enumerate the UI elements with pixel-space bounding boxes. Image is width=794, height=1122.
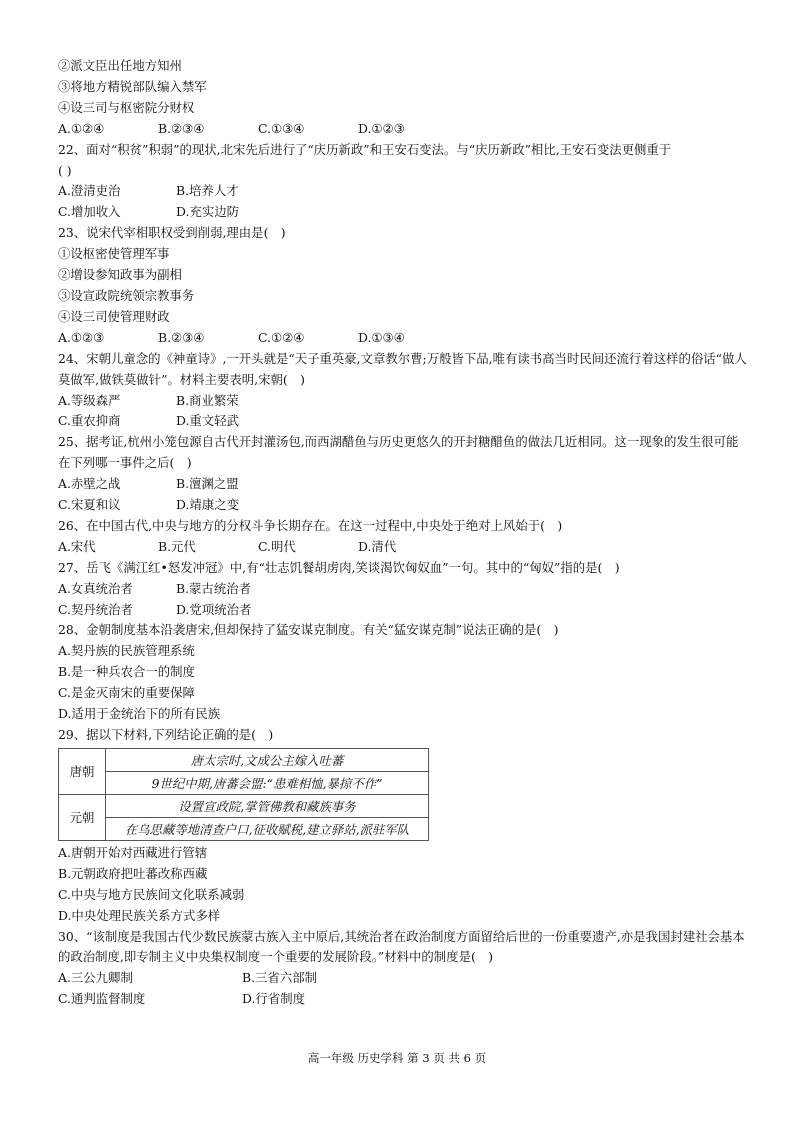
option-d: D.①③④: [358, 329, 405, 345]
table-row: [59, 794, 429, 817]
q28-stem: 28、金朝制度基本沿袭唐宋,但却保持了猛安谋克制度。有关“猛安谋克制”说法正确的是( ): [58, 622, 559, 638]
q28-option-d: D.适用于金统治下的所有民族: [58, 706, 221, 722]
q29-material-table: [58, 748, 429, 841]
option-b: B.②③④: [158, 329, 205, 345]
option-c: C.①③④: [258, 120, 305, 136]
option-c: C.通判监督制度: [58, 991, 146, 1007]
q23-item-3: ③设宣政院统领宗教事务: [58, 287, 195, 303]
event-cell: 9世纪中期,唐蕃会盟:“患难相恤,暴掠不作”: [106, 771, 429, 794]
q21-item-3: ③将地方精锐部队编入禁军: [58, 78, 207, 94]
option-b: B.澶渊之盟: [176, 476, 239, 492]
table-row: [59, 748, 429, 771]
option-b: B.三省六部制: [242, 970, 317, 986]
q24-options-row2: [58, 411, 748, 432]
q23-stem: 23、说宋代宰相职权受到削弱,理由是( ): [58, 225, 286, 241]
option-b: B.蒙古统治者: [176, 580, 251, 596]
q21-item-4: ④设三司与枢密院分财权: [58, 99, 195, 115]
q22-options-row1: [58, 181, 748, 202]
exam-page: [58, 56, 748, 1010]
q29-stem: 29、据以下材料,下列结论正确的是( ): [58, 727, 274, 742]
q21-item-2: ②派文臣出任地方知州: [58, 58, 182, 73]
option-c: C.增加收入: [58, 204, 121, 220]
q25-options-row2: [58, 495, 748, 516]
q28-option-b: B.是一种兵农合一的制度: [58, 664, 195, 680]
q25-stem: 25、据考证,杭州小笼包源自古代开封灌汤包,而西湖醋鱼与历史更悠久的开封糖醋鱼的做法几近相同。这一现象的发生很可能在下列哪一事件之后( ): [58, 434, 739, 471]
q23-item-2: ②增设参知政事为副相: [58, 267, 182, 283]
q23-item-4: ④设三司使管理财政: [58, 308, 170, 324]
q23-item-1: ①设枢密使管理军事: [58, 246, 170, 262]
option-b: B.商业繁荣: [176, 392, 239, 408]
q30-options-row1: [58, 968, 748, 989]
option-d: D.党项统治者: [176, 601, 252, 617]
option-b: B.②③④: [158, 120, 205, 136]
q27-options-row2: [58, 600, 748, 621]
option-a: A.澄清吏治: [58, 183, 121, 199]
q26-options: [58, 537, 748, 558]
q29-option-c: C.中央与地方民族间文化联系减弱: [58, 886, 245, 902]
event-cell: 唐太宗时,文成公主嫁入吐蕃: [106, 748, 429, 771]
era-cell: 唐朝: [59, 748, 106, 794]
q27-options-row1: [58, 579, 748, 600]
q30-stem: 30、“该制度是我国古代少数民族蒙古族入主中原后,其统治者在政治制度方面留给后世的一份重要遗产,亦是我国封建社会基本的政治制度,即专制主义中央集权制度一个重要的发展阶段。”材料中的制度是( ): [58, 928, 745, 965]
option-c: C.重农抑商: [58, 413, 121, 429]
q22-paren: ( ): [58, 162, 72, 178]
option-b: B.元代: [158, 538, 196, 554]
q22-options-row2: [58, 202, 748, 223]
q24-stem: 24、宋朝儿童念的《神童诗》,一开头就是“天子重英豪,文章教尔曹;万般皆下品,唯有读书高当时民间还流行着这样的俗话“做人莫做军,做铁莫做针”。材料主要表明,宋朝( ): [58, 350, 747, 387]
q23-options: [58, 328, 748, 349]
option-a: A.宋代: [58, 538, 96, 554]
option-b: B.培养人才: [176, 183, 239, 199]
q29-option-d: D.中央处理民族关系方式多样: [58, 907, 221, 923]
option-d: D.行省制度: [242, 991, 305, 1007]
event-cell: 设置宣政院,掌管佛教和藏族事务: [106, 794, 429, 817]
event-cell: 在乌思藏等地清查户口,征收赋税,建立驿站,派驻军队: [106, 817, 429, 840]
q27-stem: 27、岳飞《满江红•怒发冲冠》中,有“壮志饥餐胡虏肉,笑谈渴饮匈奴血”一句。其中的“匈奴”指的是( ): [58, 559, 620, 575]
option-a: A.等级森严: [58, 392, 121, 408]
option-a: A.三公九卿制: [58, 970, 133, 986]
q28-option-c: C.是金灭南宋的重要保障: [58, 685, 195, 701]
q21-options: [58, 119, 748, 140]
option-d: D.重文轻武: [176, 413, 239, 429]
option-d: D.①②③: [358, 120, 405, 136]
option-c: C.明代: [258, 538, 296, 554]
option-a: A.①②④: [58, 120, 105, 136]
q30-options-row2: [58, 989, 748, 1010]
option-d: D.清代: [358, 538, 397, 554]
option-d: D.充实边防: [176, 204, 239, 220]
table-row: [59, 771, 429, 794]
option-a: A.女真统治者: [58, 580, 133, 596]
q29-option-b: B.元朝政府把吐蕃改称西藏: [58, 865, 208, 881]
option-c: C.宋夏和议: [58, 497, 121, 513]
q24-options-row1: [58, 391, 748, 412]
option-c: C.①②④: [258, 329, 305, 345]
option-a: A.赤壁之战: [58, 476, 121, 492]
option-d: D.靖康之变: [176, 497, 239, 513]
option-a: A.①②③: [58, 329, 105, 345]
page-footer: 高一年级 历史学科 第 3 页 共 6 页: [307, 1051, 487, 1065]
q28-option-a: A.契丹族的民族管理系统: [58, 643, 195, 659]
option-c: C.契丹统治者: [58, 601, 133, 617]
table-row: [59, 817, 429, 840]
q29-option-a: A.唐朝开始对西藏进行管辖: [58, 844, 208, 860]
q25-options-row1: [58, 474, 748, 495]
q22-stem: 22、面对“积贫”积弱”的现状,北宋先后进行了“庆历新政”和王安石变法。与“庆历新政”相比,王安石变法更侧重于: [58, 141, 672, 157]
era-cell: 元朝: [59, 794, 106, 840]
q26-stem: 26、在中国古代,中央与地方的分权斗争长期存在。在这一过程中,中央处于绝对上风始于( ): [58, 517, 563, 533]
